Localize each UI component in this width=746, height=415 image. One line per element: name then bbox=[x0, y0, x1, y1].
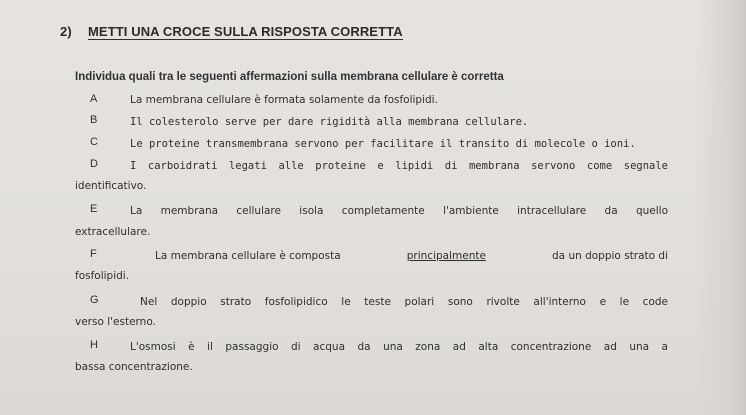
option-b[interactable] bbox=[90, 114, 97, 126]
option-h[interactable] bbox=[90, 339, 98, 351]
option-e-text-line1: La membrana cellulare isola completamente l'ambiente intracellulare da quello bbox=[130, 205, 668, 217]
option-g-text-line2: verso l'esterno. bbox=[75, 316, 156, 328]
option-f-text-before: La membrana cellulare è composta bbox=[155, 250, 345, 262]
option-c-text: Le proteine transmembrana servono per facilitare il transito di molecole o ioni. bbox=[130, 138, 636, 150]
option-d[interactable] bbox=[90, 158, 98, 170]
option-g[interactable] bbox=[90, 294, 99, 306]
option-d-text-line1: I carboidrati legati alle proteine e lipidi di membrana servono come segnale bbox=[130, 160, 668, 172]
option-letter: E bbox=[90, 203, 98, 215]
option-letter: B bbox=[90, 114, 98, 126]
option-b-text: Il colesterolo serve per dare rigidità alla membrana cellulare. bbox=[130, 116, 529, 128]
question-instruction: Individua quali tra le seguenti affermazioni sulla membrana cellulare è corretta bbox=[75, 71, 504, 83]
option-e-text-line2: extracellulare. bbox=[75, 226, 151, 238]
option-letter: G bbox=[90, 294, 99, 306]
page-edge-shadow bbox=[694, 0, 746, 415]
option-h-text-line1: L'osmosi è il passaggio di acqua da una zona ad alta concentrazione ad una a bbox=[130, 341, 668, 353]
option-h-text-line2: bassa concentrazione. bbox=[75, 361, 193, 373]
question-number: 2) bbox=[60, 24, 72, 39]
option-c[interactable] bbox=[90, 136, 98, 148]
option-letter: D bbox=[90, 158, 98, 170]
option-a-text: La membrana cellulare è formata solamente da fosfolipidi. bbox=[130, 94, 438, 106]
question-title: METTI UNA CROCE SULLA RISPOSTA CORRETTA bbox=[88, 24, 403, 39]
option-g-text-line1: Nel doppio strato fosfolipidico le teste polari sono rivolte all'interno e le code bbox=[140, 296, 668, 308]
option-f-text-underlined: principalmente bbox=[406, 250, 486, 262]
option-letter: H bbox=[90, 339, 98, 351]
option-d-text-line2: identificativo. bbox=[75, 180, 147, 192]
option-f-text-after: da un doppio strato di bbox=[548, 250, 668, 262]
option-f[interactable] bbox=[90, 248, 97, 260]
option-letter: A bbox=[90, 93, 98, 105]
option-letter: F bbox=[90, 248, 97, 260]
option-f-text-line1 bbox=[155, 250, 668, 262]
option-f-text-line2: fosfolipidi. bbox=[75, 270, 130, 282]
option-a[interactable] bbox=[90, 93, 97, 105]
option-e[interactable] bbox=[90, 203, 97, 215]
option-letter: C bbox=[90, 136, 98, 148]
